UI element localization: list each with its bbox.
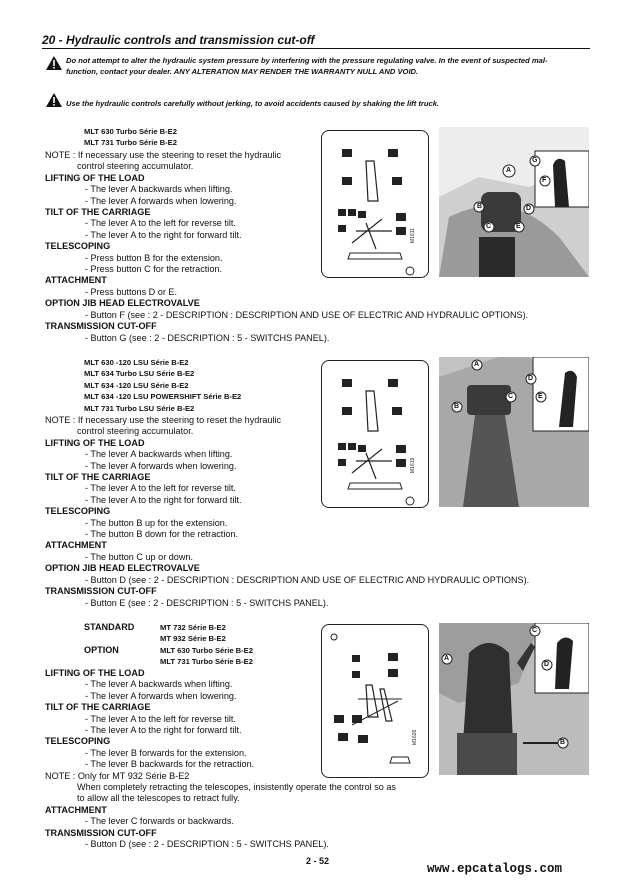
- instruction-line: control steering accumulator.: [77, 426, 194, 437]
- control-diagram-2: [321, 360, 429, 508]
- section-heading: OPTION JIB HEAD ELECTROVALVE: [45, 563, 200, 574]
- instruction-line: NOTE : If necessary use the steering to reset the hydraulic: [45, 150, 282, 160]
- section-heading: TRANSMISSION CUT-OFF: [45, 827, 157, 838]
- section-heading: LIFTING OF THE LOAD: [45, 668, 145, 678]
- option-label: OPTION: [84, 645, 119, 655]
- callout-label: C: [486, 223, 492, 230]
- instruction-line: - The lever A forwards when lowering.: [85, 195, 237, 206]
- instruction-line: - The lever A to the left for reverse tilt.: [85, 713, 236, 724]
- instruction-line: - Press buttons D or E.: [85, 286, 177, 297]
- instruction-line: - The lever A forwards when lowering.: [85, 690, 237, 701]
- callout-label: C: [508, 393, 514, 400]
- callout-label: D: [544, 661, 550, 668]
- title-rule: [42, 48, 590, 49]
- callout-label: G: [532, 157, 538, 164]
- section-heading: ATTACHMENT: [45, 804, 107, 815]
- instruction-line: - The lever A forwards when lowering.: [85, 460, 237, 471]
- model-name: MLT 630 -120 LSU Série B-E2: [84, 358, 189, 367]
- instruction-line: - Press button B for the extension.: [85, 252, 223, 263]
- instruction-line: - The lever A to the right for forward tilt.: [85, 725, 242, 736]
- control-diagram-1: [321, 130, 429, 278]
- instruction-line: - The lever A to the right for forward tilt.: [85, 229, 242, 240]
- callout-label: D: [526, 205, 532, 212]
- page-title: 20 - Hydraulic controls and transmission cut-off: [42, 33, 315, 47]
- instruction-line: - The lever A to the left for reverse tilt.: [85, 483, 236, 494]
- section-heading: TILT OF THE CARRIAGE: [45, 702, 151, 713]
- section-heading: TELESCOPING: [45, 736, 111, 747]
- section3-models: [160, 622, 253, 668]
- diagram-code: M1611: [410, 228, 416, 243]
- instruction-line: - Button F (see : 2 - DESCRIPTION : DESCRIPTION AND USE OF ELECTRIC AND HYDRAULIC OPTIONS).: [85, 309, 529, 320]
- section-heading: OPTION JIB HEAD ELECTROVALVE: [45, 298, 200, 309]
- model-name: MT 732 Série B-E2: [160, 623, 226, 632]
- diagram-code: M1626: [412, 729, 418, 745]
- callout-label: B: [454, 403, 460, 410]
- control-diagram-3: [321, 624, 429, 778]
- model-name: MLT 630 Turbo Série B-E2: [84, 127, 177, 136]
- callout-label: B: [477, 203, 483, 210]
- warning-icon: [46, 56, 62, 70]
- callout-label: F: [542, 177, 547, 184]
- callout-label: A: [506, 167, 512, 174]
- control-photo-2: [439, 357, 589, 507]
- instruction-line: - The lever A backwards when lifting.: [85, 679, 233, 690]
- model-name: MLT 731 Turbo Série B-E2: [84, 138, 177, 148]
- callout-label: E: [516, 223, 521, 230]
- instruction-line: - The lever B backwards for the retraction.: [85, 759, 255, 770]
- callout-label: A: [474, 361, 480, 368]
- instruction-line: - Button D (see : 2 - DESCRIPTION : DESCRIPTION AND USE OF ELECTRIC AND HYDRAULIC OPTIONS).: [85, 574, 530, 585]
- model-name: MLT 634 Turbo LSU Série B-E2: [84, 369, 195, 379]
- section-heading: TELESCOPING: [45, 506, 111, 517]
- instruction-line: to allow all the telescopes to retract fully.: [77, 793, 240, 804]
- instruction-line: - Button G (see : 2 - DESCRIPTION : 5 - SWITCHS PANEL).: [85, 332, 330, 343]
- watermark-url: www.epcatalogs.com: [427, 862, 563, 876]
- standard-label: STANDARD: [84, 622, 135, 632]
- warning-icon: [46, 93, 62, 107]
- instruction-line: - The button B up for the extension.: [85, 517, 228, 528]
- callout-label: B: [560, 739, 566, 746]
- warning-text-2: Use the hydraulic controls carefully without jerking, to avoid accidents caused by shaking the lift truck.: [66, 99, 440, 108]
- model-name: MLT 731 Turbo LSU Série B-E2: [84, 403, 195, 413]
- section-heading: TELESCOPING: [45, 241, 111, 252]
- model-name: MLT 630 Turbo Série B-E2: [160, 645, 253, 655]
- instruction-line: - The button C up or down.: [85, 551, 194, 562]
- warning-text-1b: function, contact your dealer. ANY ALTERATION MAY RENDER THE WARRANTY NULL AND VOID.: [66, 67, 419, 76]
- instruction-line: - The lever A backwards when lifting.: [85, 449, 233, 460]
- section2-models: [84, 357, 241, 414]
- page-number: 2 - 52: [306, 856, 330, 866]
- instruction-line: - Press button C for the retraction.: [85, 264, 222, 275]
- instruction-line: - The lever A backwards when lifting.: [85, 184, 233, 195]
- warning-text-1a: Do not attempt to alter the hydraulic system pressure by interfering with the pressure regulating valve. In the event of suspected mal-: [66, 56, 548, 65]
- instruction-line: NOTE : If necessary use the steering to reset the hydraulic: [45, 415, 282, 425]
- section-heading: ATTACHMENT: [45, 540, 107, 551]
- callout-label: C: [532, 627, 538, 634]
- model-name: MLT 731 Turbo Série B-E2: [160, 657, 253, 667]
- model-name: MLT 634 -120 LSU POWERSHIFT Série B-E2: [84, 392, 242, 402]
- control-photo-3: [439, 623, 589, 775]
- instruction-line: - The lever B forwards for the extension.: [85, 747, 247, 758]
- instruction-line: - The lever C forwards or backwards.: [85, 816, 234, 827]
- section-heading: ATTACHMENT: [45, 275, 107, 286]
- instruction-line: When completely retracting the telescopes, insistently operate the control so as: [77, 782, 396, 793]
- section-heading: LIFTING OF THE LOAD: [45, 437, 145, 448]
- section-heading: TILT OF THE CARRIAGE: [45, 207, 151, 218]
- section1-models: [84, 126, 177, 149]
- instruction-line: control steering accumulator.: [77, 161, 194, 172]
- control-photo-1: [439, 127, 589, 277]
- section-heading: TRANSMISSION CUT-OFF: [45, 586, 157, 597]
- diagram-code: M1619: [410, 457, 416, 473]
- model-name: MT 932 Série B-E2: [160, 634, 226, 644]
- instruction-line: - The button B down for the retraction.: [85, 529, 238, 540]
- callout-label: A: [444, 655, 450, 662]
- instruction-line: - The lever A to the right for forward tilt.: [85, 494, 242, 505]
- instruction-line: - Button E (see : 2 - DESCRIPTION : 5 - SWITCHS PANEL).: [85, 597, 329, 608]
- instruction-line: - Button D (see : 2 - DESCRIPTION : 5 - SWITCHS PANEL).: [85, 839, 329, 850]
- section-heading: TRANSMISSION CUT-OFF: [45, 321, 157, 332]
- model-name: MLT 634 -120 LSU Série B-E2: [84, 380, 189, 390]
- callout-label: E: [538, 393, 543, 400]
- instruction-line: - The lever A to the left for reverse tilt.: [85, 218, 236, 229]
- instruction-line: NOTE : Only for MT 932 Série B-E2: [45, 770, 190, 781]
- section-heading: LIFTING OF THE LOAD: [45, 172, 145, 183]
- section-heading: TILT OF THE CARRIAGE: [45, 472, 151, 483]
- callout-label: D: [528, 375, 534, 382]
